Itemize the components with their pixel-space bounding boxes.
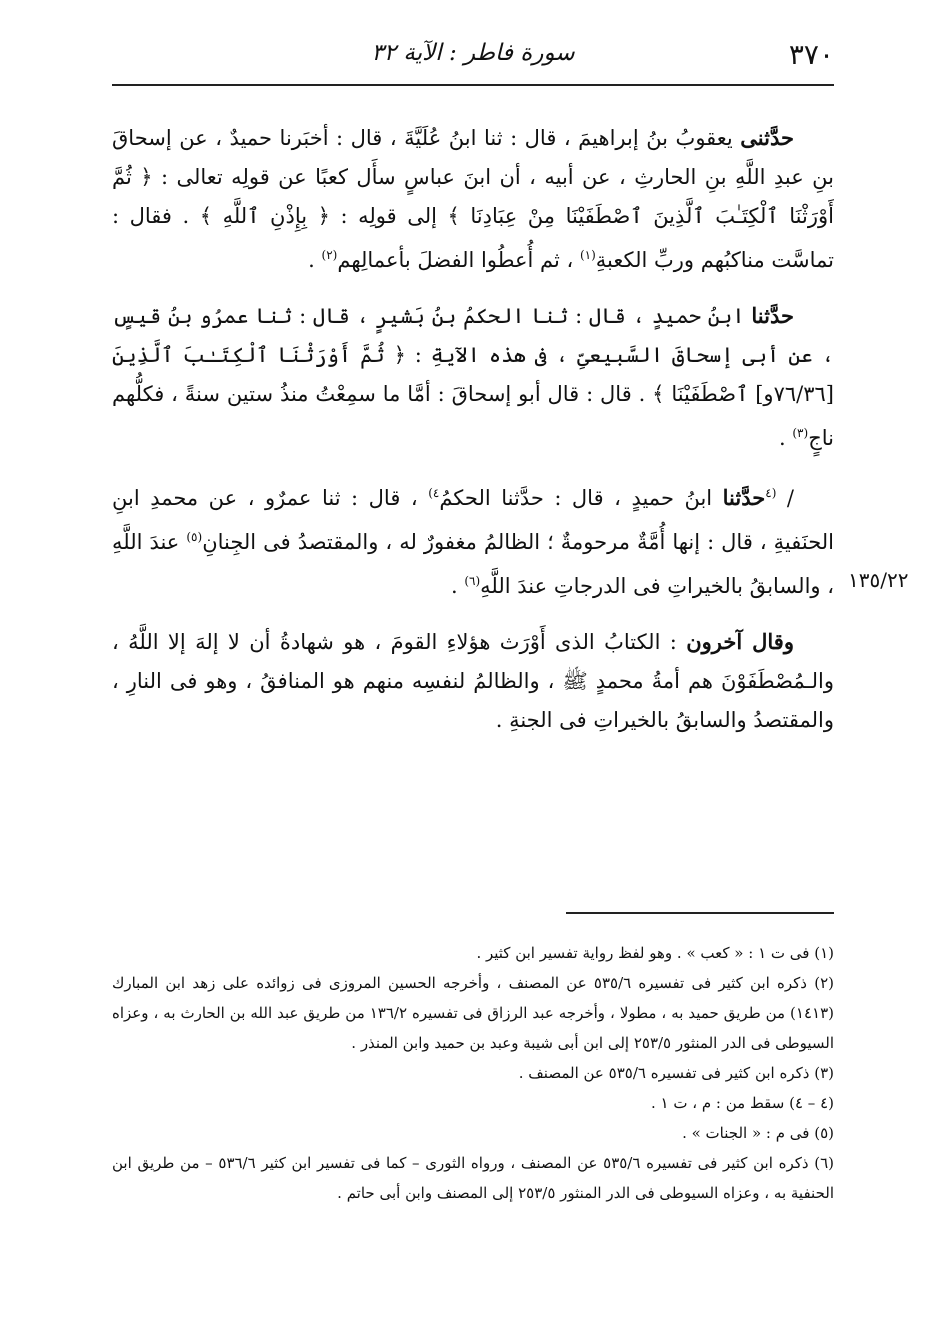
- paragraph-text: /: [776, 486, 794, 510]
- footnote-4: (٤ – ٤) سقط من : م ، ت ١ .: [650, 1094, 834, 1112]
- paragraph-text: ابنُ حميدٍ ، قال : حدَّثنا الحكمُ: [439, 486, 723, 510]
- running-title: سورة فاطر : الآية ٣٢: [371, 40, 575, 66]
- paragraph-lead: حدَّثنا: [722, 485, 766, 510]
- footnote-1: (١) فى ت ١ : « كعب » . وهو لفظ رواية تفسير ابن كثير .: [476, 944, 834, 962]
- footnote-6: (٦) ذكره ابن كثير فى تفسيره ٥٣٥/٦ عن المصنف ، ورواه الثورى – كما فى تفسير ابن كثير ٥٣٦/٦ – من طريق ابن الحنفية به ، وعزاه السيوطى فى الدر المنثور ٢٥٣/٥ إلى المصنف وابن أبى حاتم .: [112, 1154, 835, 1202]
- paragraph-text: .: [308, 248, 322, 272]
- paragraph-3: [112, 474, 834, 606]
- footnote-3: (٣) ذكره ابن كثير فى تفسيره ٥٣٥/٦ عن المصنف .: [518, 1064, 834, 1082]
- footnote-marker: ٤): [428, 486, 440, 500]
- footnote-marker: (٢): [321, 248, 338, 262]
- quran-quote: ﴿ بِإِذْنِ ٱللَّهِ ﴾: [199, 204, 330, 228]
- footnote-marker: (٤: [765, 486, 777, 500]
- paragraph-1: [112, 118, 834, 280]
- paragraph-text: يعقوبُ بنُ إبراهيمَ ، قال : ثنا ابنُ عُلَيَّةَ ، قال : أخبَرنا حميدٌ ، عن إسحاقَ بنِ عبدِ اللَّهِ بنِ الحارثِ ، عن أبيه ، أن ابنَ عباسٍ سأَل كعبًا عن قولِه تعالى :: [112, 126, 834, 189]
- footnote-marker: (١): [579, 248, 596, 262]
- paragraph-text: .: [779, 426, 793, 450]
- paragraph-text: ، ثم أُعطُوا الفضلَ بأعمالِهم: [337, 248, 580, 272]
- footnote-5: (٥) فى م : « الجنات » .: [682, 1124, 834, 1142]
- paragraph-lead: حدَّثنى: [740, 125, 794, 150]
- footnotes: [112, 938, 834, 1208]
- paragraph-text: إلى قولِه :: [329, 204, 448, 228]
- page-header: [112, 30, 834, 86]
- page-number: ٣٧٠: [788, 38, 834, 71]
- footnote-marker: (٣): [792, 426, 809, 440]
- quran-quote: ﴿ ثُمَّ أَوْرَثْنَا ٱلْكِتَـٰبَ ٱلَّذِينَ ٱصْطَفَيْنَا مِنْ عِبَادِنَا ﴾: [112, 165, 834, 228]
- margin-page-reference: ١٣٥/٢٢: [848, 568, 909, 592]
- paragraph-text: . قال : قال أبو إسحاقَ : أمَّا ما سمِعْتُ منذُ ستين سنةً ، فكلُّهم ناجٍ: [112, 382, 834, 450]
- paragraph-text: : الكتابُ الذى أَوْرَث هؤلاءِ القومَ ، هو شهادةُ أن لا إلهَ إلا اللَّهُ ، والـمُصْطَفَوْنَ هم أمةُ محمدٍ ﷺ ، والظالمُ لنفسِه منهم هو المنافقُ ، وهو فى النارِ ، والمقتصدُ والسابقُ بالخيراتِ فى الجنةِ .: [112, 630, 834, 732]
- paragraph-4: [112, 622, 834, 740]
- footnote-marker: (٥): [186, 530, 203, 544]
- paragraph-text: ، قال : ثنا عمرٌو ، عن محمدِ ابنِ الحنَفيةِ ، قال : إنها أُمَّةٌ مرحومةٌ ؛ الظالمُ مغفورٌ له ، والمقتصدُ فى الجِنانِ: [112, 486, 834, 554]
- paragraph-2: [112, 296, 834, 458]
- footnote-2: (٢) ذكره ابن كثير فى تفسيره ٥٣٥/٦ عن المصنف ، وأخرجه الحسين المروزى فى زوائده على زهد ابن المبارك (١٤١٣) من طريق حميد به ، مطولا ، وأخرجه عبد الرزاق فى تفسيره ١٣٦/٢ من طريق عبد الله بن الحارث به ، وعزاه السيوطى فى الدر المنثور ٢٥٣/٥ إلى ابن أبى شيبة وعبد بن حميد وابن المنذر .: [112, 974, 834, 1052]
- paragraph-lead: وقال آخرون: [686, 629, 794, 654]
- footnote-marker: (٦): [464, 574, 481, 588]
- paragraph-lead: حدَّثنا: [751, 303, 794, 328]
- main-text: [112, 118, 834, 756]
- paragraph-text: عندَ اللَّهِ ، والسابقُ بالخيراتِ فى الدرجاتِ عندَ اللَّهِ: [112, 530, 834, 598]
- paragraph-text: .: [450, 574, 465, 598]
- footnote-divider: [566, 912, 834, 914]
- paragraph-text: ابنُ حميدٍ ، قال : ثنا الحكمُ بنُ بَشيرٍ ، قال : ثنا عمرُو بنُ قيسٍ ، عن أبى إسحاقَ السَّبيعىِّ ، فى هذه الآيةِ :: [112, 304, 834, 367]
- paragraph-text: . فقال : تماسَّت مناكبُهم وربِّ الكعبةِ: [112, 204, 834, 272]
- quran-quote: ﴿ ثُمَّ أَوْرَثْنَا ٱلْكِتَـٰبَ ٱلَّذِينَ [٧٦/٣٦و] ٱصْطَفَيْنَا ﴾: [112, 343, 834, 406]
